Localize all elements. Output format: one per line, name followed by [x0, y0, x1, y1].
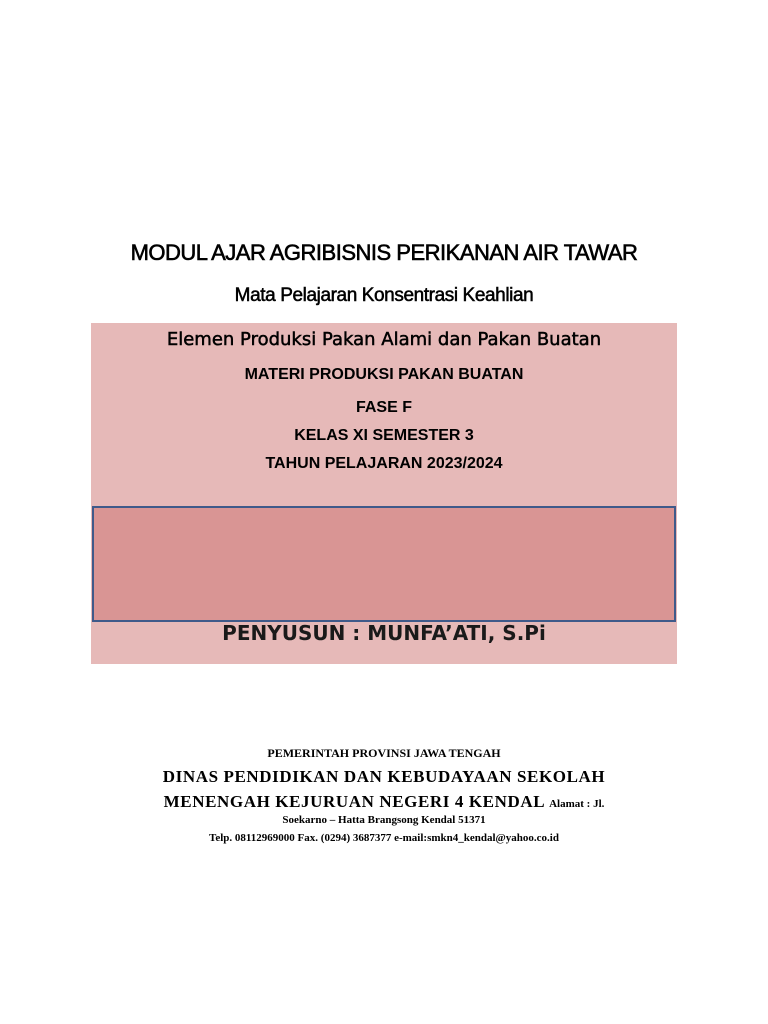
footer-address: Soekarno – Hatta Brangsong Kendal 51371: [282, 814, 486, 826]
footer-school-name: MENENGAH KEJURUAN NEGERI 4 KENDAL: [163, 792, 545, 811]
fase-line: FASE F: [355, 399, 412, 416]
footer-government: PEMERINTAH PROVINSI JAWA TENGAH: [267, 746, 501, 760]
document-title: MODUL AJAR AGRIBISNIS PERIKANAN AIR TAWAR: [130, 240, 638, 265]
info-panel: [91, 323, 677, 664]
kelas-line: KELAS XI SEMESTER 3: [294, 427, 474, 444]
footer-contact: Telp. 08112969000 Fax. (0294) 3687377 e-mail:smkn4_kendal@yahoo.co.id: [209, 832, 559, 844]
footer-agency: DINAS PENDIDIKAN DAN KEBUDAYAAN SEKOLAH: [162, 767, 606, 786]
footer-school: [0, 792, 768, 812]
footer-address-label: Alamat : Jl.: [549, 798, 605, 810]
image-placeholder-box: [92, 506, 676, 622]
element-line: Elemen Produksi Pakan Alami dan Pakan Buatan: [166, 329, 602, 350]
document-subtitle: Mata Pelajaran Konsentrasi Keahlian: [234, 285, 534, 306]
tahun-line: TAHUN PELAJARAN 2023/2024: [265, 455, 503, 472]
materi-line: MATERI PRODUKSI PAKAN BUATAN: [244, 366, 524, 383]
author-line: PENYUSUN : MUNFA’ATI, S.Pi: [222, 621, 546, 645]
